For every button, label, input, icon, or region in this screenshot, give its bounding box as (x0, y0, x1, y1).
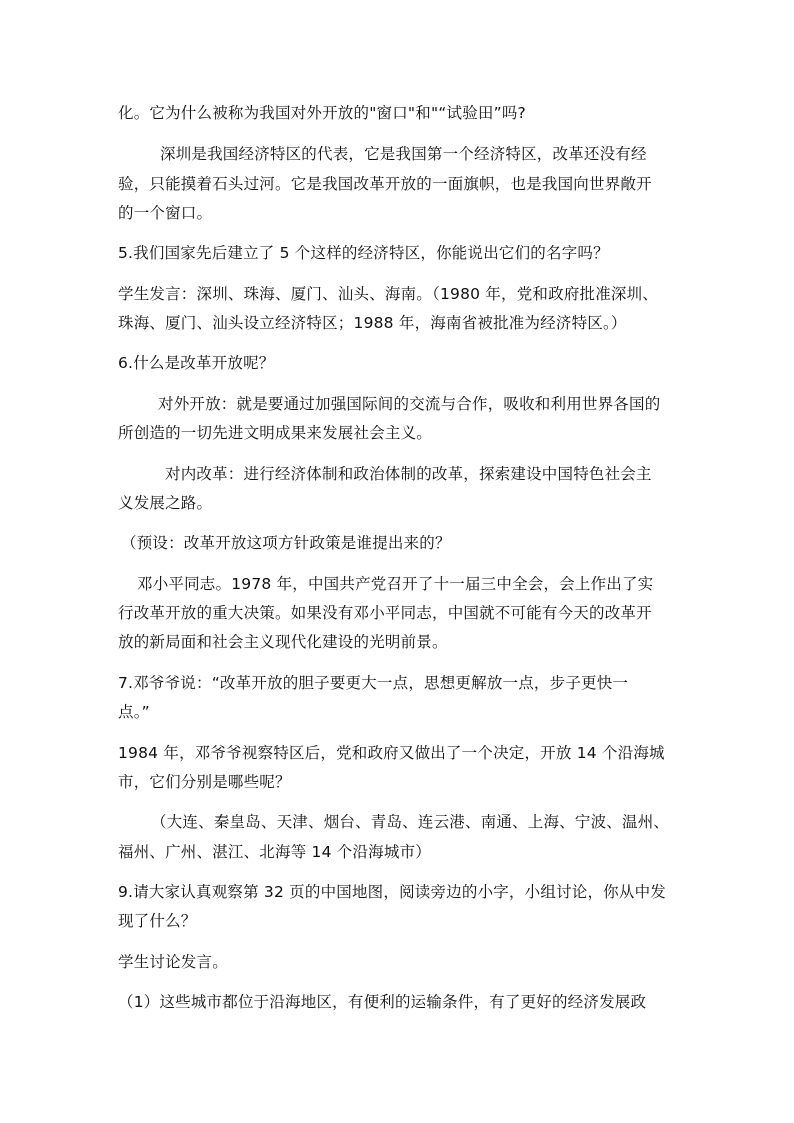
text-line: 行改革开放的重大决策。如果没有邓小平同志，中国就不可能有今天的改革开 (118, 604, 652, 622)
text-line: 的一个窗口。 (118, 204, 213, 222)
text-line: （预设：改革开放这项方针政策是谁提出来的？ (121, 534, 451, 552)
text-line: 珠海、厦门、汕头设立经济特区；1988 年，海南省被批准为经济特区。） (118, 314, 627, 332)
text-line: 现了什么？ (118, 912, 197, 930)
text-line: 1984 年，邓爷爷视察特区后，党和政府又做出了一个决定，开放 14 个沿海城 (118, 744, 665, 762)
text-line: 邓小平同志。1978 年，中国共产党召开了十一届三中全会，会上作出了实 (137, 575, 654, 593)
text-line: 验，只能摸着石头过河。它是我国改革开放的一面旗帜，也是我国向世界敞开 (118, 175, 652, 193)
text-line: 放的新局面和社会主义现代化建设的光明前景。 (118, 633, 448, 651)
text-line: 点。” (118, 703, 150, 721)
text-line: 5.我们国家先后建立了 5 个这样的经济特区，你能说出它们的名字吗？ (118, 244, 609, 262)
text-line: 对内改革：进行经济体制和政治体制的改革，探索建设中国特色社会主 (165, 465, 652, 483)
text-line: 化。它为什么被称为我国对外开放的"窗口"和"“试验田”吗? (118, 104, 526, 122)
text-line: 学生发言：深圳、珠海、厦门、汕头、海南。（1980 年，党和政府批准深圳、 (118, 285, 659, 303)
text-line: 7.邓爷爷说：“改革开放的胆子要更大一点，思想更解放一点，步子更快一 (118, 674, 629, 692)
text-line: 对外开放：就是要通过加强国际间的交流与合作，吸收和利用世界各国的 (158, 395, 661, 413)
text-line: 9.请大家认真观察第 32 页的中国地图，阅读旁边的小字，小组讨论，你从中发 (118, 883, 666, 901)
text-line: （1）这些城市都位于沿海地区，有便利的运输条件，有了更好的经济发展政 (118, 993, 647, 1011)
text-line: 深圳是我国经济特区的代表，它是我国第一个经济特区，改革还没有经 (160, 145, 647, 163)
text-line: （大连、秦皇岛、天津、烟台、青岛、连云港、南通、上海、宁波、温州、 (151, 813, 670, 831)
text-line: 6.什么是改革开放呢？ (118, 354, 275, 372)
text-line: 市，它们分别是哪些呢？ (118, 773, 291, 791)
text-line: 福州、广州、湛江、北海等 14 个沿海城市） (118, 843, 431, 861)
text-line: 学生讨论发言。 (118, 953, 228, 971)
text-line: 义发展之路。 (118, 494, 213, 512)
text-line: 所创造的一切先进文明成果来发展社会主义。 (118, 424, 433, 442)
